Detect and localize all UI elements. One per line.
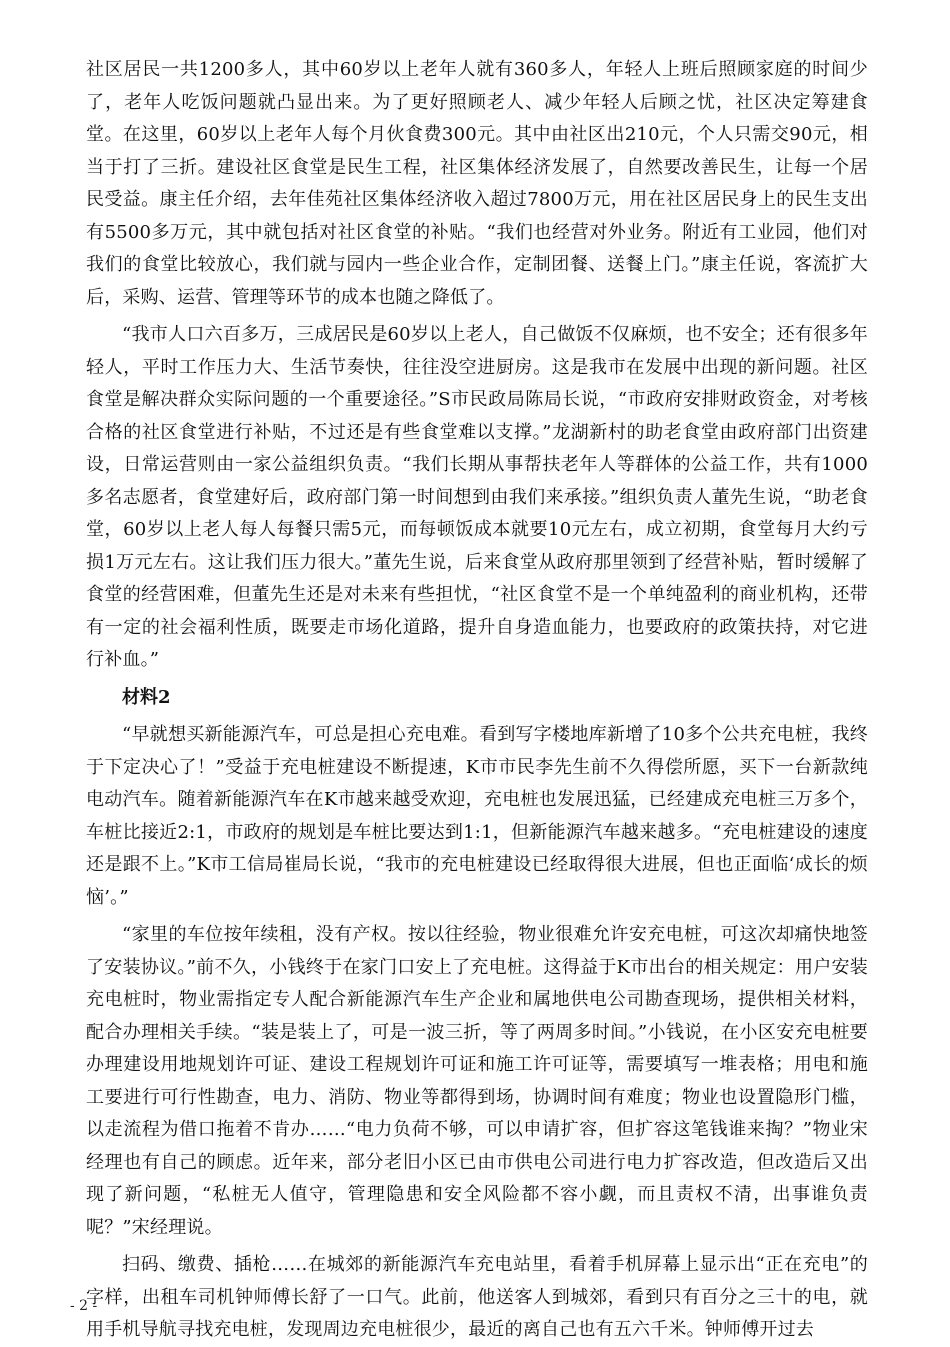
body-paragraph: “早就想买新能源汽车，可总是担心充电难。看到写字楼地库新增了10多个公共充电桩，我终于下定决心了！”受益于充电桩建设不断提速，K市市民李先生前不久得偿所愿，买下一台新款纯电动汽车。随着新能源汽车在K市越来越受欢迎，充电桩也发展迅猛，已经建成充电桩三万多个，车桩比接近2:1，市政府的规划是车桩比要达到1:1，但新能源汽车越来越多。“充电桩建设的速度还是跟不上。”K市工信局崔局长说，“我市的充电桩建设已经取得很大进展，但也正面临‘成长的烦恼’。” — [86, 724, 868, 908]
body-paragraph: 扫码、缴费、插枪……在城郊的新能源汽车充电站里，看着手机屏幕上显示出“正在充电”的字样，出租车司机钟师傅长舒了一口气。此前，他送客人到城郊，看到只有百分之三十的电，就用手机导航寻找充电桩，发现周边充电桩很少，最近的离自己也有五六千米。钟师傅开过去 — [86, 1254, 868, 1340]
body-paragraph: 社区居民一共1200多人，其中60岁以上老年人就有360多人，年轻人上班后照顾家庭的时间少了，老年人吃饭问题就凸显出来。为了更好照顾老人、减少年轻人后顾之忧，社区决定筹建食堂。在这里，60岁以上老年人每个月伙食费300元。其中由社区出210元，个人只需交90元，相当于打了三折。建设社区食堂是民生工程，社区集体经济发展了，自然要改善民生，让每一个居民受益。康主任介绍，去年佳苑社区集体经济收入超过7800万元，用在社区居民身上的民生支出有5500多万元，其中就包括对社区食堂的补贴。“我们也经营对外业务。附近有工业园，他们对我们的食堂比较放心，我们就与园内一些企业合作，定制团餐、送餐上门。”康主任说，客流扩大后，采购、运营、管理等环节的成本也随之降低了。 — [86, 59, 868, 308]
body-paragraph: “家里的车位按年续租，没有产权。按以往经验，物业很难允许安充电桩，可这次却痛快地签了安装协议。”前不久，小钱终于在家门口安上了充电桩。这得益于K市出台的相关规定：用户安装充电桩时，物业需指定专人配合新能源汽车生产企业和属地供电公司勘查现场，提供相关材料，配合办理相关手续。“装是装上了，可是一波三折，等了两周多时间。”小钱说，在小区安充电桩要办理建设用地规划许可证、建设工程规划许可证和施工许可证等，需要填写一堆表格；用电和施工要进行可行性勘查，电力、消防、物业等都得到场，协调时间有难度；物业也设置隐形门槛，以走流程为借口拖着不肯办……“电力负荷不够，可以申请扩容，但扩容这笔钱谁来掏？”物业宋经理也有自己的顾虑。近年来，部分老旧小区已由市供电公司进行电力扩容改造，但改造后又出现了新问题，“私桩无人值守，管理隐患和安全风险都不容小觑，而且责权不清，出事谁负责呢？”宋经理说。 — [86, 924, 868, 1238]
body-paragraph: “我市人口六百多万，三成居民是60岁以上老人，自己做饭不仅麻烦，也不安全；还有很多年轻人，平时工作压力大、生活节奏快，往往没空进厨房。这是我市在发展中出现的新问题。社区食堂是解决群众实际问题的一个重要途径。”S市民政局陈局长说，“市政府安排财政资金，对考核合格的社区食堂进行补贴，不过还是有些食堂难以支撑。”龙湖新村的助老食堂由政府部门出资建设，日常运营则由一家公益组织负责。“我们长期从事帮扶老年人等群体的公益工作，共有1000多名志愿者，食堂建好后，政府部门第一时间想到由我们来承接。”组织负责人董先生说，“助老食堂，60岁以上老人每人每餐只需5元，而每顿饭成本就要10元左右，成立初期，食堂每月大约亏损1万元左右。这让我们压力很大。”董先生说，后来食堂从政府那里领到了经营补贴，暂时缓解了食堂的经营困难，但董先生还是对未来有些担忧，“社区食堂不是一个单纯盈利的商业机构，还带有一定的社会福利性质，既要走市场化道路，提升自身造血能力，也要政府的政策扶持，对它进行补血。” — [86, 324, 868, 670]
section-title: 材料2 — [122, 686, 171, 708]
document-page — [86, 54, 868, 1347]
page-number: - 2 - — [70, 1298, 98, 1314]
